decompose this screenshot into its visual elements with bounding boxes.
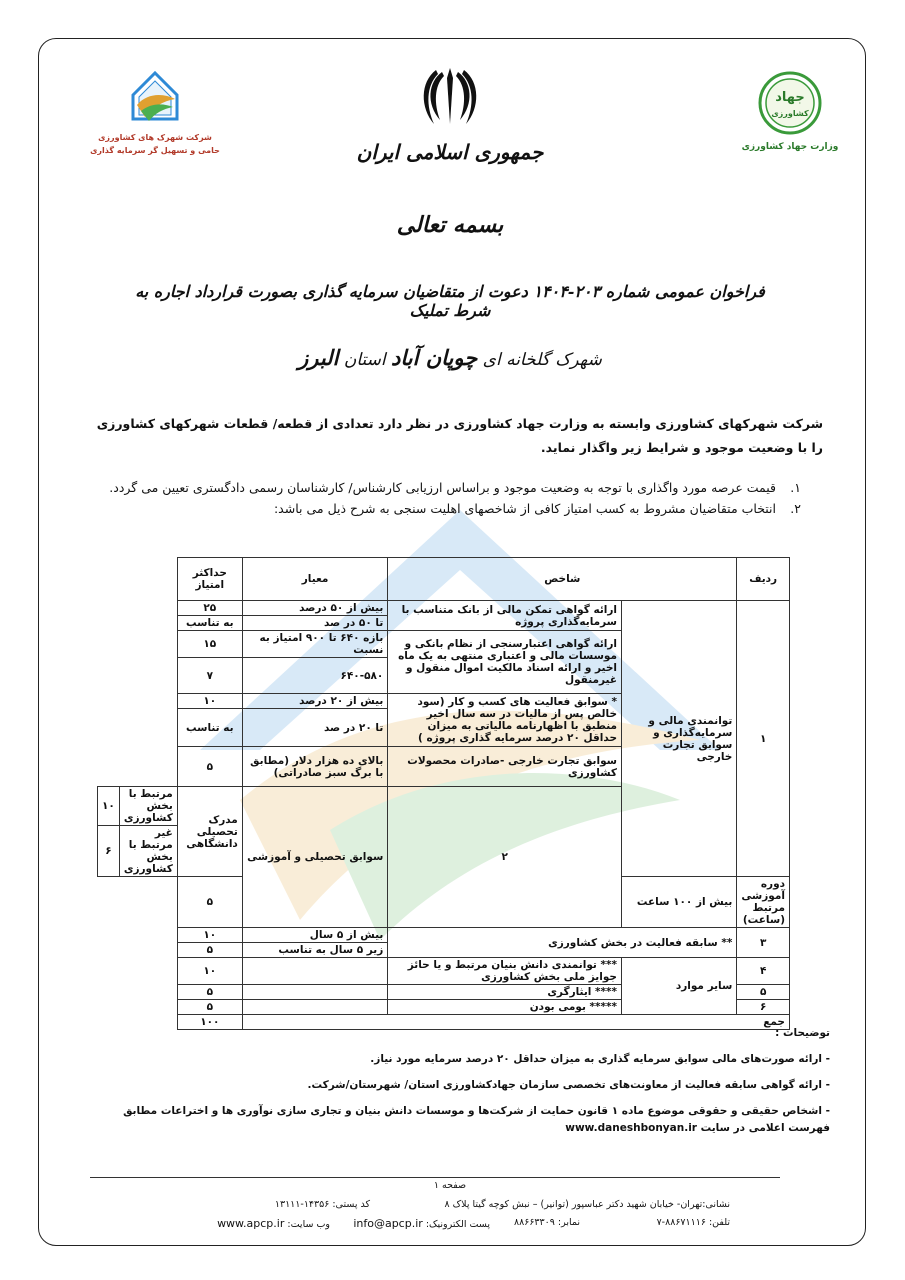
svg-text:کشاورزی: کشاورزی [771,109,809,118]
footer-website [180,1217,330,1230]
greenhouse-logo-icon [125,65,185,127]
company-prefix: شهرک گلخانه ای [482,350,602,370]
score-cell: ۵ [177,877,242,928]
list-item [85,498,801,519]
ministry-emblem-icon [755,70,825,136]
score-cell: ۱۰ [98,787,120,826]
criterion-cell [242,1000,387,1015]
row-number: ۴ [737,958,790,985]
criterion-cell: بیش از ۲۰ درصد [242,694,387,709]
header-row-number: ردیف [737,558,790,601]
fax-number: ۸۸۶۶۳۳۰۹ [514,1217,555,1228]
score-cell: ۱۵ [177,631,242,658]
footer-postal [210,1199,370,1210]
criterion-cell: بیش از ۵ سال [242,928,387,943]
table-row [98,958,790,985]
list-item [85,477,801,498]
web-address[interactable]: www.apcp.ir [217,1217,285,1230]
web-label: وب سایت: [287,1219,330,1230]
score-cell: ۲۵ [177,601,242,616]
criterion-cell: تا ۲۰ در صد [242,709,387,747]
postal-label: کد پستی: [332,1199,370,1210]
call-title: فراخوان عمومی شماره ۲۰۳-۱۴۰۴ دعوت از متقاضیان سرمایه گذاری بصورت قرارداد اجاره به شرط تملیک [135,282,765,320]
note-item: - ارائه صورت‌های مالی سوابق سرمایه گذاری به میزان حداقل ۲۰ درصد سرمایه مورد نیاز. [370,1053,830,1065]
total-value: ۱۰۰ [177,1015,242,1030]
province-label: استان [343,350,386,370]
indicator-cell: ارائه گواهی اعتبارسنجی از نظام بانکی و موسسات مالی و اعتباری منتهی به یک ماه اخیر و ارائه اسناد مالکیت اموال منقول و غیرمنقول [388,631,622,694]
criterion-cell: تا ۵۰ در صد [242,616,387,631]
score-cell: ۵ [177,1000,242,1015]
group-title: توانمندی مالی و سرمایه‌گذاری و سوابق تجارت خارجی [622,601,737,877]
criterion-cell: زیر ۵ سال به تناسب [242,943,387,958]
indicator-cell: ارائه گواهی تمکن مالی از بانک متناسب با سرمایه‌گذاری پروژه [388,601,622,631]
score-cell: ۵ [177,747,242,787]
note-item [85,1103,830,1137]
company-title [250,345,650,370]
email-label: پست الکترونیک: [425,1219,490,1230]
group-title: ** سابقه فعالیت در بخش کشاورزی [388,928,737,958]
phone-label: تلفن: [708,1217,730,1228]
fax-label: نمابر: [557,1217,580,1228]
page-number: صفحه ۱ [433,1180,467,1191]
svg-text:جهاد: جهاد [775,90,805,105]
row-number: ۳ [737,928,790,958]
criterion-cell: غیر مرتبط با بخش کشاورزی [119,826,177,877]
score-cell: ۵ [177,985,242,1000]
indicator-cell: ***** بومی بودن [388,1000,622,1015]
total-label: جمع [242,1015,789,1030]
table-row [98,928,790,943]
conditions-list [85,477,801,519]
phone-number: ۸۸۶۷۱۱۱۶-۷ [656,1217,706,1228]
table-header-row [98,558,790,601]
postal-code: ۱۴۳۵۶-۱۳۱۱۱ [274,1199,330,1210]
criterion-cell [242,958,387,985]
note-site-link[interactable]: www.daneshbonyan.ir [565,1122,697,1134]
footer-phone [580,1217,730,1228]
indicator-cell: سوابق تجارت خارجی -صادرات محصولات کشاورزی [388,747,622,787]
ministry-name: وزارت جهاد کشاورزی [741,142,839,152]
indicator-cell: دوره آموزشی مرتبط (ساعت) [737,877,790,928]
note-item: - ارائه گواهی سابقه فعالیت از معاونت‌های تخصصی سازمان جهادکشاورزی استان/ شهرستان/شرکت. [307,1079,830,1091]
table-row [98,601,790,616]
list-number: ۱. [790,480,801,495]
score-cell: ۶ [98,826,120,877]
indicator-cell: *** توانمندی دانش بنیان مرتبط و یا حائز جوایز ملی بخش کشاورزی [388,958,622,985]
criterion-cell: بازه ۶۴۰ تا ۹۰۰ امتیاز به نسبت [242,631,387,658]
indicator-cell: * سوابق فعالیت های کسب و کار (سود خالص پس از مالیات در سه سال اخیر منطبق با اظهارنامه مالیاتی به میزان حداقل ۲۰ درصد سرمایه گذاری پروژه ) [388,694,622,747]
indicator-cell: **** ایثارگری [388,985,622,1000]
score-cell: به تناسب [177,616,242,631]
email-address[interactable]: info@apcp.ir [353,1217,423,1230]
intro-paragraph: شرکت شهرکهای کشاورزی وابسته به وزارت جهاد کشاورزی در نظر دارد تعدادی از قطعه/ قطعات شهرکهای کشاورزی را با وضعیت موجود و شرایط زیر واگذار نماید. [96,416,823,455]
list-number: ۲. [790,501,801,516]
score-cell: ۷ [177,658,242,694]
score-cell: ۱۰ [177,694,242,709]
header-criterion: معیار [242,558,387,601]
note-text: - اشخاص حقیقی و حقوقی موضوع ماده ۱ قانون حمایت از شرکت‌ها و موسسات دانش بنیان و تجاری سازی نوآوری ها و اختراعات مطابق فهرست اعلامی در سایت [123,1105,830,1134]
criterion-cell: بیش از ۱۰۰ ساعت [622,877,737,928]
company-logo [90,65,220,157]
score-cell: به تناسب [177,709,242,747]
score-cell: ۱۰ [177,958,242,985]
notes-title: توضیحات : [775,1027,830,1039]
scoring-table [97,557,790,1030]
country-name: جمهوری اسلامی ایران [356,140,544,164]
company-town-name: چوپان آباد [391,345,478,370]
indicator-cell: مدرک تحصیلی دانشگاهی [177,787,242,877]
criterion-cell [242,985,387,1000]
score-cell: ۵ [177,943,242,958]
company-name-line2: حامی و تسهیل گر سرمایه گذاری [90,146,220,155]
list-text: انتخاب متقاضیان مشروط به کسب امتیاز کافی از شاخصهای اهلیت سنجی به شرح ذیل می باشد: [273,501,776,516]
header-indicator: شاخص [388,558,737,601]
row-number: ۲ [388,787,622,928]
footer-fax [500,1217,580,1228]
province-name: البرز [298,345,339,370]
criterion-cell: بالای ده هزار دلار (مطابق با برگ سبز صادراتی) [242,747,387,787]
notes-section [85,1025,830,1146]
header-max-score: حداکثر امتیاز [177,558,242,601]
row-number: ۵ [737,985,790,1000]
footer-email [330,1217,490,1230]
ministry-logo [740,70,840,152]
criterion-cell: بیش از ۵۰ درصد [242,601,387,616]
row-number: ۱ [737,601,790,877]
criterion-cell: مرتبط با بخش کشاورزی [119,787,177,826]
iran-emblem-icon [418,64,482,128]
footer-divider [90,1177,780,1178]
row-number: ۶ [737,1000,790,1015]
footer-address: نشانی:تهران- خیابان شهید دکتر عباسپور (توانیر) – نبش کوچه گیتا پلاک ۸ [444,1199,730,1210]
criterion-cell: ۶۴۰-۵۸۰ [242,658,387,694]
group-title: سوابق تحصیلی و آموزشی [242,787,387,928]
score-cell: ۱۰ [177,928,242,943]
list-text: قیمت عرصه مورد واگذاری با توجه به وضعیت موجود و براساس ارزیابی کارشناس/ کارشناسان رسمی دادگستری تعیین می گردد. [109,480,776,495]
group-title: سایر موارد [622,958,737,1015]
company-name-line1: شرکت شهرک های کشاورزی [98,133,212,142]
besmellah-heading: بسمه تعالی [396,212,504,238]
